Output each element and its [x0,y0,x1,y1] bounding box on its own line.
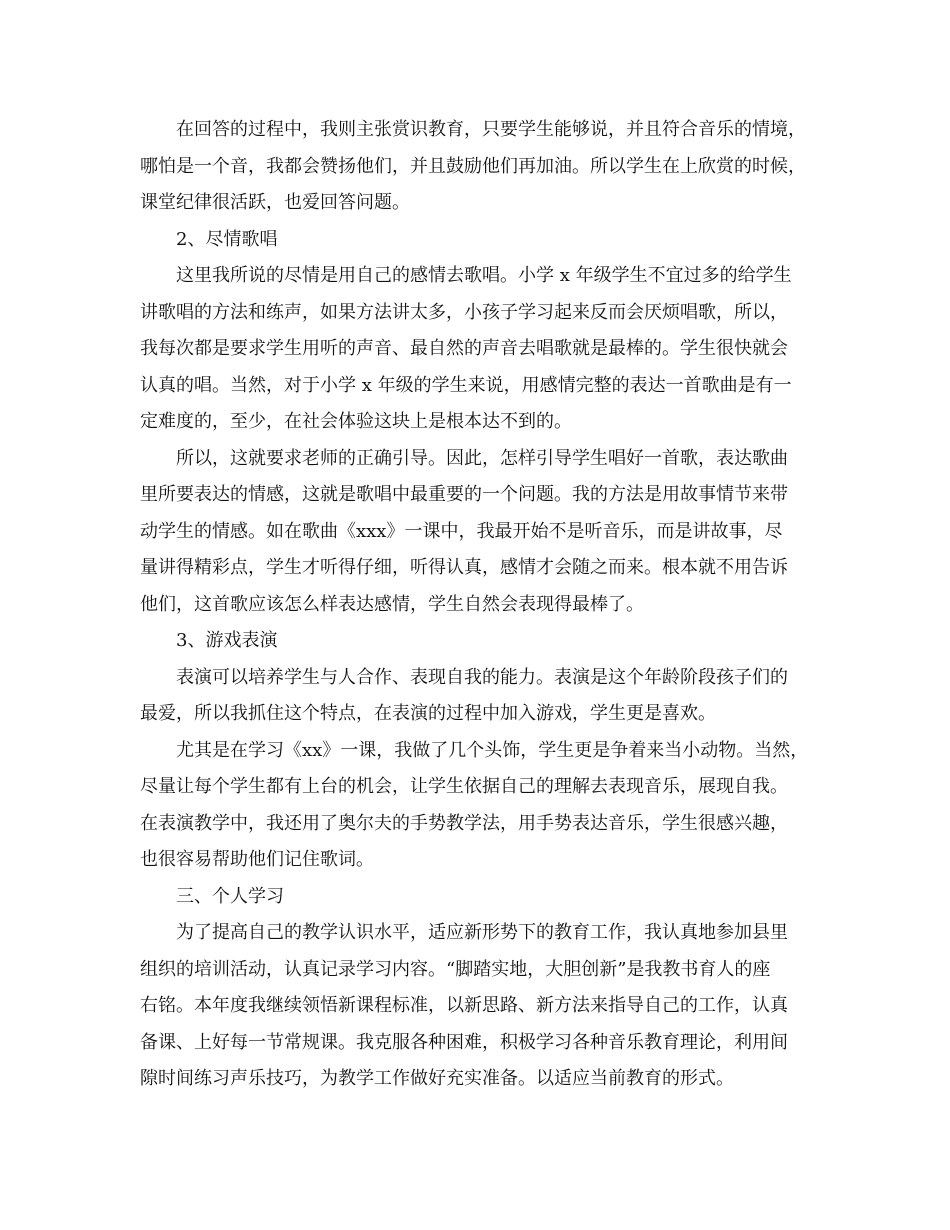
text-line: 右铭。本年度我继续领悟新课程标准，以新思路、新方法来指导自己的工作，认真 [140,995,788,1016]
document-body [140,112,830,1098]
text-line: 表演可以培养学生与人合作、表现自我的能力。表演是这个年龄阶段孩子们的 [176,666,788,688]
text-line: 讲歌唱的方法和练声，如果方法讲太多，小孩子学习起来反而会厌烦唱歌，所以， [140,301,788,323]
text-line: 课堂纪律很活跃，也爱回答问题。 [140,192,410,213]
text-line: 备课、上好每一节常规课。我克服各种困难，积极学习各种音乐教育理论，利用间 [140,1031,788,1053]
text-line: 三、个人学习 [176,885,284,907]
text-line: 定难度的，至少，在社会体验这块上是根本达不到的。 [140,411,572,432]
text-line: 在表演教学中，我还用了奥尔夫的手势教学法，用手势表达音乐，学生很感兴趣， [140,812,788,834]
text-line: 他们，这首歌应该怎么样表达感情，学生自然会表现得最棒了。 [140,593,644,615]
text-line: 尽量让每个学生都有上台的机会，让学生依据自己的理解去表现音乐，展现自我。 [140,776,788,797]
text-line: 最爱，所以我抓住这个特点，在表演的过程中加入游戏，学生更是喜欢。 [140,703,716,724]
text-line: 也很容易帮助他们记住歌词。 [140,849,374,870]
text-line: 隙时间练习声乐技巧，为教学工作做好充实准备。以适应当前教育的形式。 [140,1068,734,1089]
text-line: 动学生的情感。如在歌曲《xxx》一课中，我最开始不是听音乐，而是讲故事，尽 [140,520,783,542]
text-line: 哪怕是一个音，我都会赞扬他们，并且鼓励他们再加油。所以学生在上欣赏的时候， [140,155,806,177]
text-line: 所以，这就要求老师的正确引导。因此，怎样引导学生唱好一首歌，表达歌曲 [176,447,788,469]
text-line: 组织的培训活动，认真记录学习内容。“脚踏实地，大胆创新”是我教书育人的座 [140,958,771,980]
text-line: 我每次都是要求学生用听的声音、最自然的声音去唱歌就是最棒的。学生很快就会 [140,338,788,359]
text-line: 量讲得精彩点，学生才听得仔细，听得认真，感情才会随之而来。根本就不用告诉 [140,557,788,578]
text-line: 这里我所说的尽情是用自己的感情去歌唱。小学 x 年级学生不宜过多的给学生 [176,265,792,286]
text-line: 里所要表达的情感，这就是歌唱中最重要的一个问题。我的方法是用故事情节来带 [140,484,788,505]
text-line: 认真的唱。当然，对于小学 x 年级的学生来说，用感情完整的表达一首歌曲是有一 [140,374,792,396]
text-line: 2、尽情歌唱 [176,228,278,250]
text-line: 3、游戏表演 [176,630,278,651]
text-line: 尤其是在学习《xx》一课，我做了几个头饰，学生更是争着来当小动物。当然， [176,739,809,761]
text-line: 为了提高自己的教学认识水平，适应新形势下的教育工作，我认真地参加县里 [176,922,788,943]
text-line: 在回答的过程中，我则主张赏识教育，只要学生能够说，并且符合音乐的情境， [176,119,806,140]
